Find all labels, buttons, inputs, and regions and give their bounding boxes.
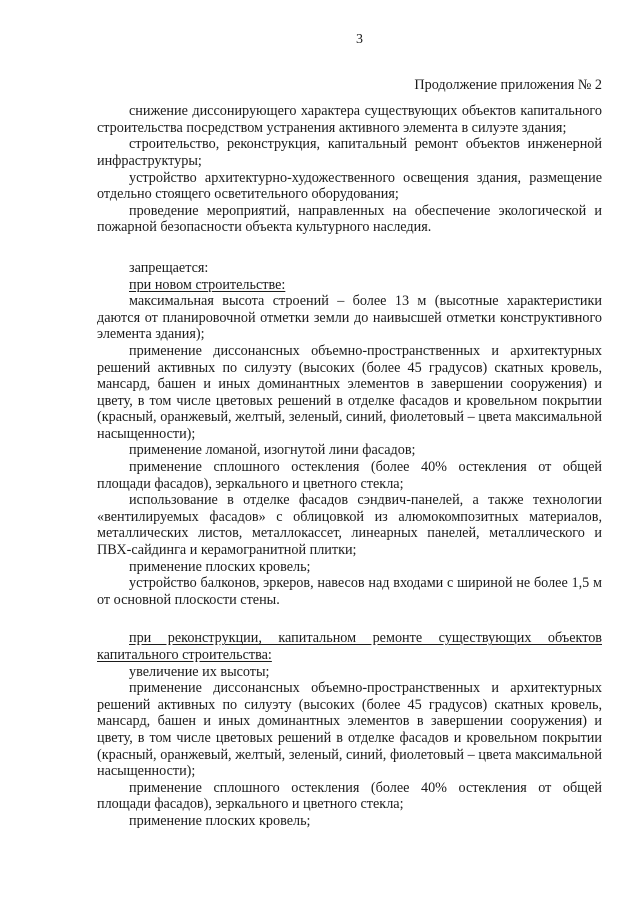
paragraph: устройство архитектурно-художественного освещения здания, размещение отдельно стоящего осветительного оборудования;	[97, 169, 602, 203]
running-header: Продолжение приложения № 2	[414, 76, 602, 93]
paragraph: применение ломаной, изогнутой лини фасадов;	[129, 442, 416, 459]
paragraph: применение плоских кровель;	[129, 812, 311, 829]
allowed-measures-continued	[97, 103, 602, 236]
paragraph: использование в отделке фасадов сэндвич-панелей, а также технологии «вентилируемых фасадов» с облицовкой из алюмокомпозитных материалов, металлических листов, металлокассет, линеарных панелей, металлического и ПВХ-сайдинга и керамогранитной плитки;	[97, 492, 602, 559]
paragraph: устройство балконов, эркеров, навесов над входами с шириной не более 1,5 м от основной плоскости стены.	[97, 575, 602, 608]
reconstruction-heading: при реконструкции, капитальном ремонте существующих объектов капитального строительства:	[97, 630, 602, 663]
paragraph: применение диссонансных объемно-пространственных и архитектурных решений активных по силуэту (высоких (более 45 градусов) скатных кровель, мансард, башен и иных доминантных элементов в завершении сооружения) и цвету, в том числе цветовых решений в отделке фасадов и кровельном покрытии (красный, оранжевый, желтый, зеленый, синий, фиолетовый – цвета максимальной насыщенности);	[97, 680, 602, 780]
prohibited-heading: запрещается:	[129, 259, 209, 276]
prohibited-reconstruction	[97, 630, 602, 829]
page-number: 3	[356, 32, 363, 47]
paragraph: применение сплошного остекления (более 40% остекления от общей площади фасадов), зеркального и цветного стекла;	[97, 459, 602, 492]
paragraph: проведение мероприятий, направленных на обеспечение экологической и пожарной безопасности объекта культурного наследия.	[97, 202, 602, 236]
paragraph: применение диссонансных объемно-пространственных и архитектурных решений активных по силуэту (высоких (более 45 градусов) скатных кровель, мансард, башен и иных доминантных элементов в завершении сооружения) и цвету, в том числе цветовых решений в отделке фасадов и кровельном покрытии (красный, оранжевый, желтый, зеленый, синий, фиолетовый – цвета максимальной насыщенности);	[97, 342, 602, 442]
paragraph: применение плоских кровель;	[129, 558, 311, 575]
paragraph: снижение диссонирующего характера существующих объектов капитального строительства посредством устранения активного элемента в силуэте здания;	[97, 103, 602, 136]
prohibited-new-construction	[97, 260, 602, 608]
paragraph: строительство, реконструкция, капитальный ремонт объектов инженерной инфраструктуры;	[97, 136, 602, 169]
new-construction-heading: при новом строительстве:	[129, 276, 286, 293]
paragraph: максимальная высота строений – более 13 м (высотные характеристики даются от планировочной отметки земли до наивысшей отметки конструктивного элемента здания);	[97, 293, 602, 343]
paragraph: применение сплошного остекления (более 40% остекления от общей площади фасадов), зеркального и цветного стекла;	[97, 779, 602, 813]
paragraph: увеличение их высоты;	[129, 663, 270, 680]
